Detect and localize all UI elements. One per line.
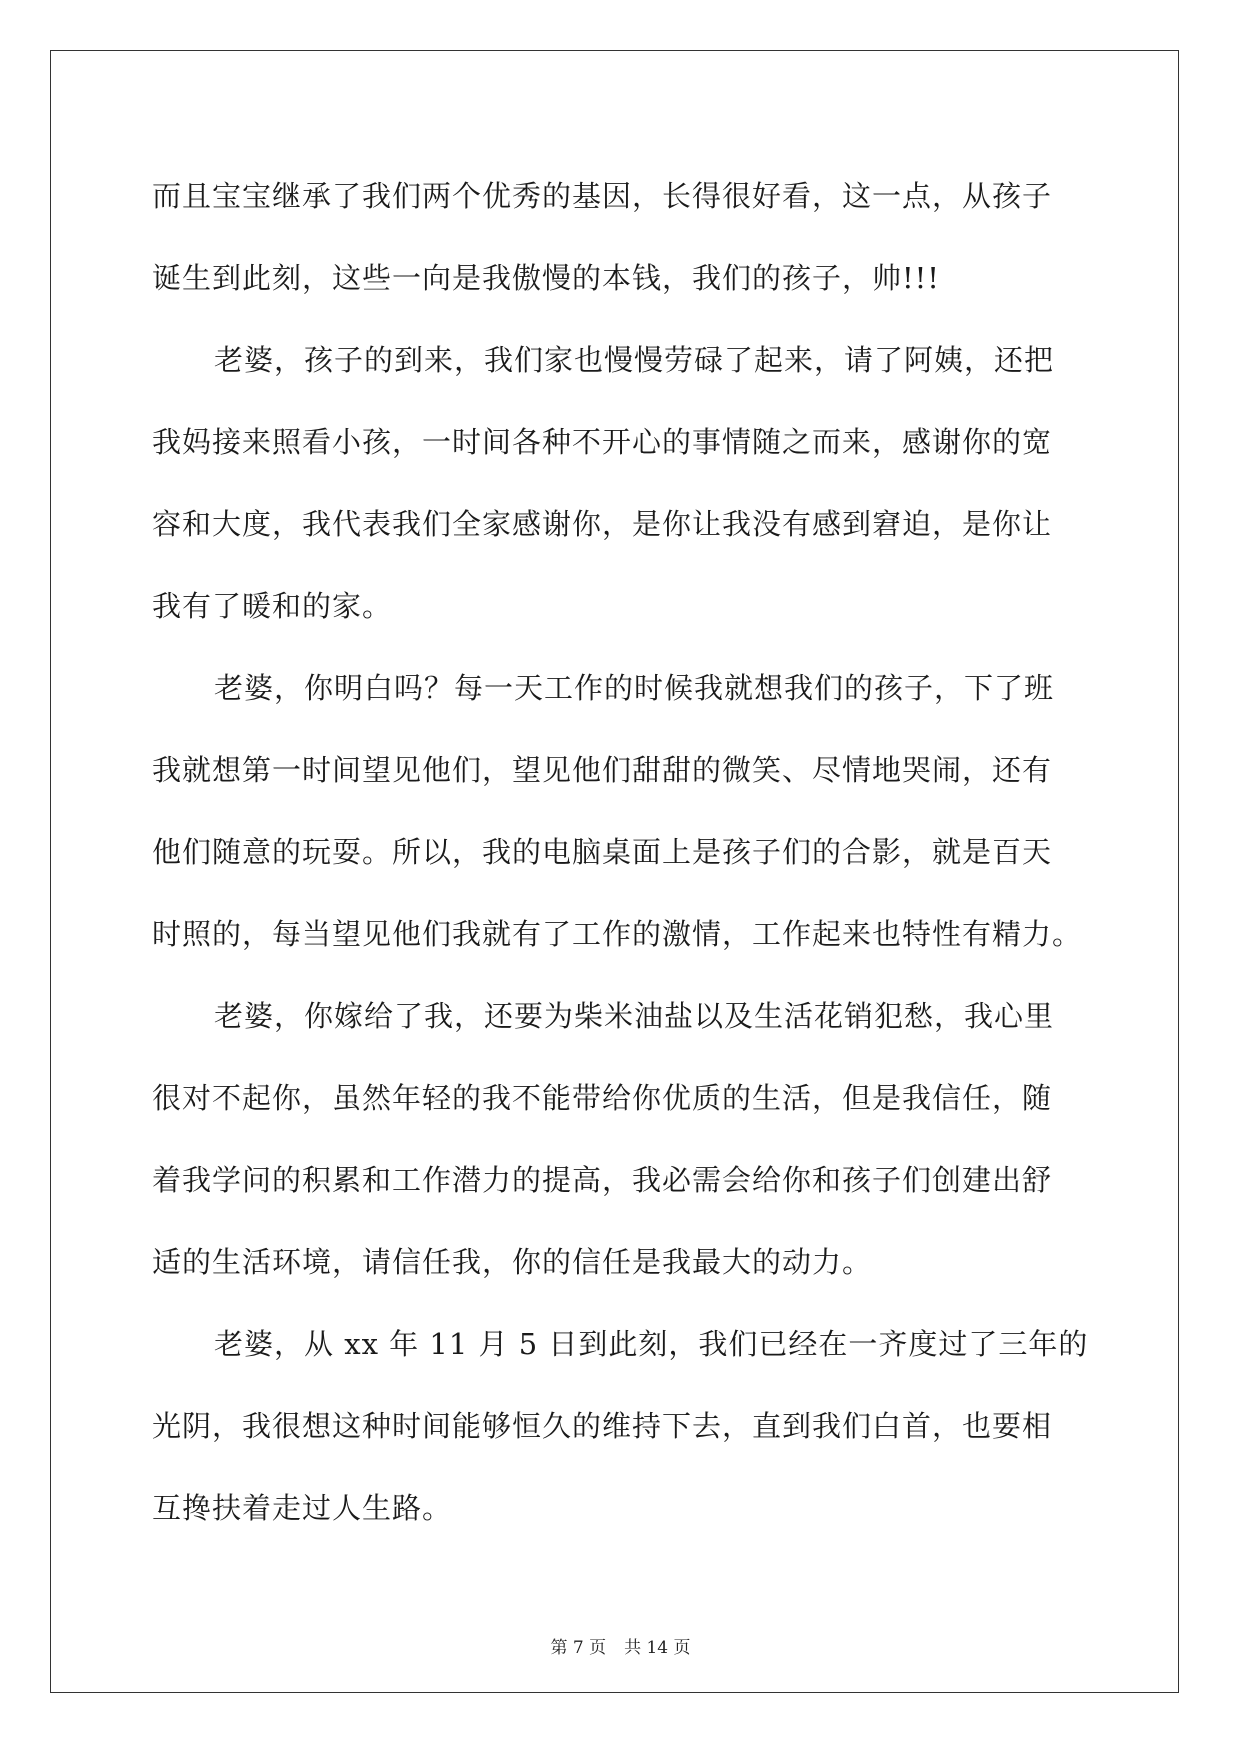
text-line: 我就想第一时间望见他们，望见他们甜甜的微笑、尽情地哭闹，还有: [152, 753, 1053, 787]
text-line: 诞生到此刻，这些一向是我傲慢的本钱，我们的孩子，帅!!!: [152, 261, 940, 295]
paragraph-start-line: 老婆，你嫁给了我，还要为柴米油盐以及生活花销犯愁，我心里: [214, 999, 1055, 1033]
text-line: 互搀扶着走过人生路。: [152, 1491, 453, 1525]
text-line: 容和大度，我代表我们全家感谢你，是你让我没有感到窘迫，是你让: [152, 507, 1053, 541]
text-line: 很对不起你，虽然年轻的我不能带给你优质的生活，但是我信任，随: [152, 1081, 1053, 1115]
document-body: [152, 155, 1092, 1549]
text-line: 我妈接来照看小孩，一时间各种不开心的事情随之而来，感谢你的宽: [152, 425, 1053, 459]
text-line: 时照的，每当望见他们我就有了工作的激情，工作起来也特性有精力。: [152, 917, 1083, 951]
text-line: 光阴，我很想这种时间能够恒久的维持下去，直到我们白首，也要相: [152, 1409, 1053, 1443]
total-pages: 共 14 页: [624, 1638, 691, 1658]
paragraph-start-line: 老婆，孩子的到来，我们家也慢慢劳碌了起来，请了阿姨，还把: [214, 343, 1055, 377]
paragraph-start-line: 老婆，你明白吗？每一天工作的时候我就想我们的孩子，下了班: [214, 671, 1055, 705]
text-line: 而且宝宝继承了我们两个优秀的基因，长得很好看，这一点，从孩子: [152, 179, 1053, 213]
page-number: 第 7 页: [550, 1638, 607, 1658]
text-line: 他们随意的玩耍。所以，我的电脑桌面上是孩子们的合影，就是百天: [152, 835, 1053, 869]
page-footer: [0, 1633, 1241, 1658]
paragraph-start-line: 老婆，从 xx 年 11 月 5 日到此刻，我们已经在一齐度过了三年的: [214, 1327, 1089, 1361]
text-line: 我有了暖和的家。: [152, 589, 393, 623]
text-line: 适的生活环境，请信任我，你的信任是我最大的动力。: [152, 1245, 873, 1279]
text-line: 着我学问的积累和工作潜力的提高，我必需会给你和孩子们创建出舒: [152, 1163, 1053, 1197]
